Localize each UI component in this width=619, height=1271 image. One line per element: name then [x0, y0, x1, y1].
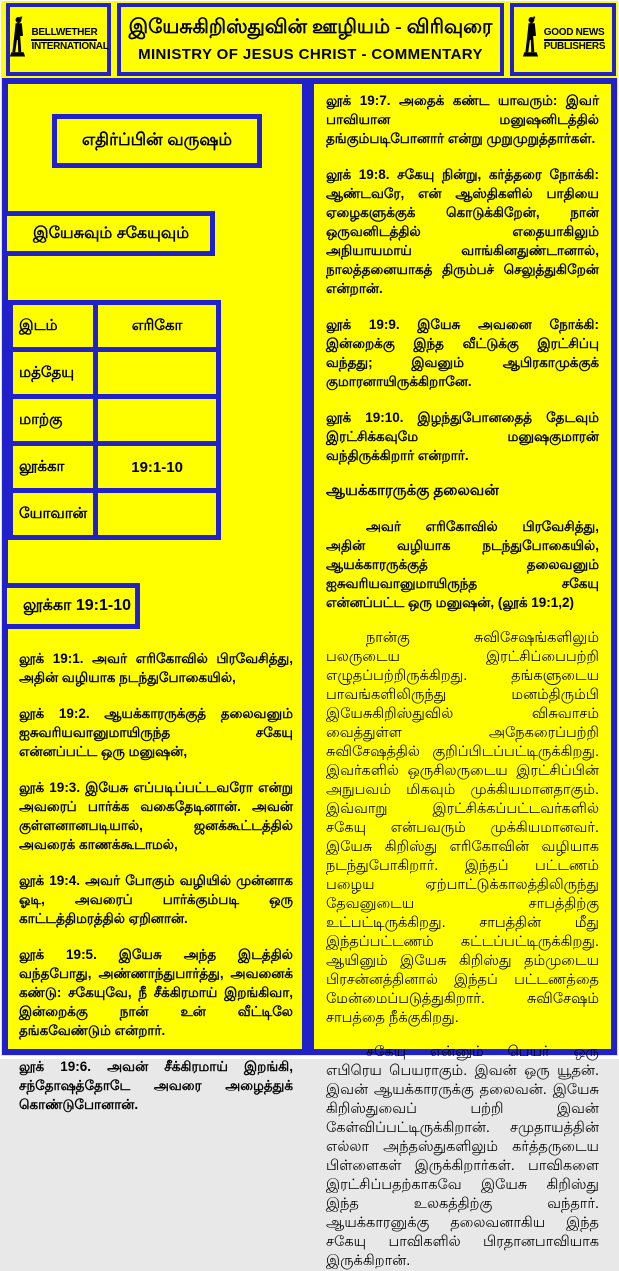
- verse-19-4: லூக் 19:4. அவர் போகும் வழியில் முன்னாக ஓடி, அவரைப் பார்க்கும்படி ஒரு காட்டத்திமரத்தில் ஏறினான்.: [19, 873, 293, 926]
- good-news-logo-line2: PUBLISHERS: [543, 40, 606, 52]
- row-value-john: [96, 491, 219, 538]
- title-english: MINISTRY OF JESUS CHRIST - COMMENTARY: [138, 46, 483, 63]
- table-row: [11, 350, 219, 397]
- verse-19-1: லூக் 19:1. அவர் எரிகோவில் பிரவேசித்து, அதின் வழியாக நடந்துபோகையில்,: [19, 651, 293, 685]
- verse-19-10: லூக் 19:10. இழந்துபோனதைத் தேடவும் இரட்சிக்கவுமே மனுஷகுமாரன் வந்திருக்கிறார் என்றார்.: [326, 410, 599, 463]
- row-value-place: எரிகோ: [96, 303, 219, 350]
- gospel-reference-table: [8, 300, 221, 540]
- passage-reference-box: [2, 583, 140, 629]
- verse-19-3: லூக் 19:3. இயேசு எப்படிப்பட்டவரோ என்று அவரைப் பார்க்க வகைதேடினான். அவன் குள்ளனானபடியால், ஜனக்கூட்டத்தில் அவரைக் காணக்கூடாமல்,: [19, 780, 293, 852]
- commentary-paragraph-1: நான்கு சுவிசேஷங்களிலும் பலருடைய இரட்சிப்பைபற்றி எழுதப்பற்றிருக்கிறது. தங்களுடைய பாவங்களிலிருந்து மனம்திரும்பி இயேசுகிறிஸ்துவில் விசுவாசம் வைத்துள்ள அநேகரைப்பற்றி சுவிசேஷத்தில் குறிப்பிடப்பட்டிருக்கிறது. இவர்களில் ஒருசிலருடைய இரட்சிப்பின் அநுபவம் மிகவும் முக்கியமானதாகும். இவ்வாறு இரட்சிக்கப்பட்டவர்களில் சகேயு என்பவரும் முக்கியமானவர். இயேசு கிறிஸ்து எரிகோவின் வழியாக நடந்துபோகிறார். இந்தப் பட்டணம் பழைய ஏற்பாட்டுக்காலத்திலிருந்து தேவனுடைய சாபத்திற்கு உட்பட்டிருக்கிறது. சாபத்தின் மீது இந்தப்பட்டணம் கட்டப்பட்டிருக்கிறது. ஆயினும் இயேசு கிறிஸ்து தம்முடைய பிரசன்னத்தினால் இந்தப் பட்டணத்தை மேன்மைப்படுத்துகிறார். சுவிசேஷம் சாபத்தை நீக்குகிறது.: [326, 630, 599, 1026]
- row-label-place: இடம்: [11, 303, 96, 350]
- verse-19-9: லூக் 19:9. இயேசு அவனை நோக்கி: இன்றைக்கு இந்த வீட்டுக்கு இரட்சிப்பு வந்தது; இவனும் ஆபிரகாமுக்குக் குமாரனாயிருக்கிறானே.: [326, 317, 599, 389]
- topic-title-box: [52, 114, 262, 168]
- left-column: [2, 78, 308, 1112]
- statue-figure-icon: [521, 16, 540, 63]
- subject-title: இயேசுவும் சகேயுவும்: [33, 224, 190, 242]
- verses-left: [19, 649, 293, 1112]
- row-label-john: யோவான்: [11, 491, 96, 538]
- verse-19-8: லூக் 19:8. சகேயு நின்று, கர்த்தரை நோக்கி: ஆண்டவரே, என் ஆஸ்திகளில் பாதியை ஏழைகளுக்குக் கொடுக்கிறேன், நான் ஒருவனிடத்தில் எதையாகிலும் அநியாயமாய் வாங்கினதுண்டானால், நாலத்தனையாகத் திரும்பச் செலுத்துகிறேன் என்றான்.: [326, 167, 599, 296]
- verse-19-7: லூக் 19:7. அதைக் கண்ட யாவரும்: இவர் பாவியான மனுஷனிடத்தில் தங்கும்படிபோனார் என்று முறுமுறுத்தார்கள்.: [326, 93, 599, 146]
- verse-19-6: லூக் 19:6. அவன் சீக்கிரமாய் இறங்கி, சந்தோஷத்தோடே அவரை அழைத்துக் கொண்டுபோனான்.: [19, 1059, 293, 1112]
- right-column-flow: [314, 84, 611, 1269]
- verse-19-5: லூக் 19:5. இயேசு அந்த இடத்தில் வந்தபோது, அண்ணாந்துபார்த்து, அவனைக் கண்டு: சகேயுவே, நீ சீக்கிரமாய் இறங்கிவா, இன்றைக்கு நான் உன் வீட்டிலே தங்கவேண்டும் என்றார்.: [19, 947, 293, 1038]
- good-news-logo-box: [510, 3, 616, 76]
- commentary-paragraph-2: சகேயு என்னும் பெயர் ஒரு எபிரெய பெயராகும். இவன் ஒரு யூதன். இவன் ஆயக்காரருக்கு தலைவன். இயேசு கிறிஸ்துவைப் பற்றி இவன் கேள்விப்பட்டிருக்கிறான். சமுதாயத்தின் எல்லா அந்தஸ்துகளிலும் கர்த்தருடைய பிள்ளைகள் இருக்கிறார்கள். பாவிகளை இரட்சிப்பதற்காகவே இயேசு கிறிஸ்து இந்த உலகத்திற்கு வந்தார். ஆயக்காரனுக்கு தலைவனாகிய இந்த சகேயு பாவிகளில் பிரதானபாவியாக இருக்கிறான்.: [326, 1044, 599, 1269]
- row-value-matthew: [96, 350, 219, 397]
- subject-title-box: [2, 211, 215, 256]
- good-news-logo-line1: GOOD NEWS: [544, 27, 605, 41]
- section-heading: ஆயக்காரருக்கு தலைவன்: [326, 482, 499, 499]
- bellwether-logo-line2: INTERNATIONAL: [31, 40, 109, 52]
- bellwether-logo-line1: BELLWETHER: [31, 27, 97, 41]
- verse-19-2: லூக் 19:2. ஆயக்காரருக்குத் தலைவனும் ஐசுவரியவானுமாயிருந்த சகேயு என்னப்பட்ட ஒரு மனுஷன்,: [19, 706, 293, 759]
- table-row: [11, 444, 219, 491]
- passage-reference: லூக்கா 19:1-10: [23, 597, 131, 614]
- title-box: [117, 3, 504, 76]
- title-tamil: இயேசுகிறிஸ்துவின் ஊழியம் - விரிவுரை: [128, 16, 493, 38]
- table-row: [11, 303, 219, 350]
- bellwether-logo-box: [6, 3, 111, 76]
- table-row: [11, 491, 219, 538]
- statue-figure-icon: [8, 16, 27, 63]
- row-label-luke: லூக்கா: [11, 444, 96, 491]
- row-label-matthew: மத்தேயு: [11, 350, 96, 397]
- right-column: [308, 78, 617, 1269]
- row-value-luke: 19:1-10: [96, 444, 219, 491]
- scripture-quote: அவர் எரிகோவில் பிரவேசித்து, அதின் வழியாக நடந்துபோகையில், ஆயக்காரருக்குத் தலைவனும் ஐசுவரியவானுமாயிருந்த சகேயு என்னப்பட்ட ஒரு மனுஷன், (லூக் 19:1,2): [326, 519, 599, 610]
- topic-title: எதிர்ப்பின் வருஷம்: [81, 130, 233, 149]
- table-row: [11, 397, 219, 444]
- row-value-mark: [96, 397, 219, 444]
- row-label-mark: மாற்கு: [11, 397, 96, 444]
